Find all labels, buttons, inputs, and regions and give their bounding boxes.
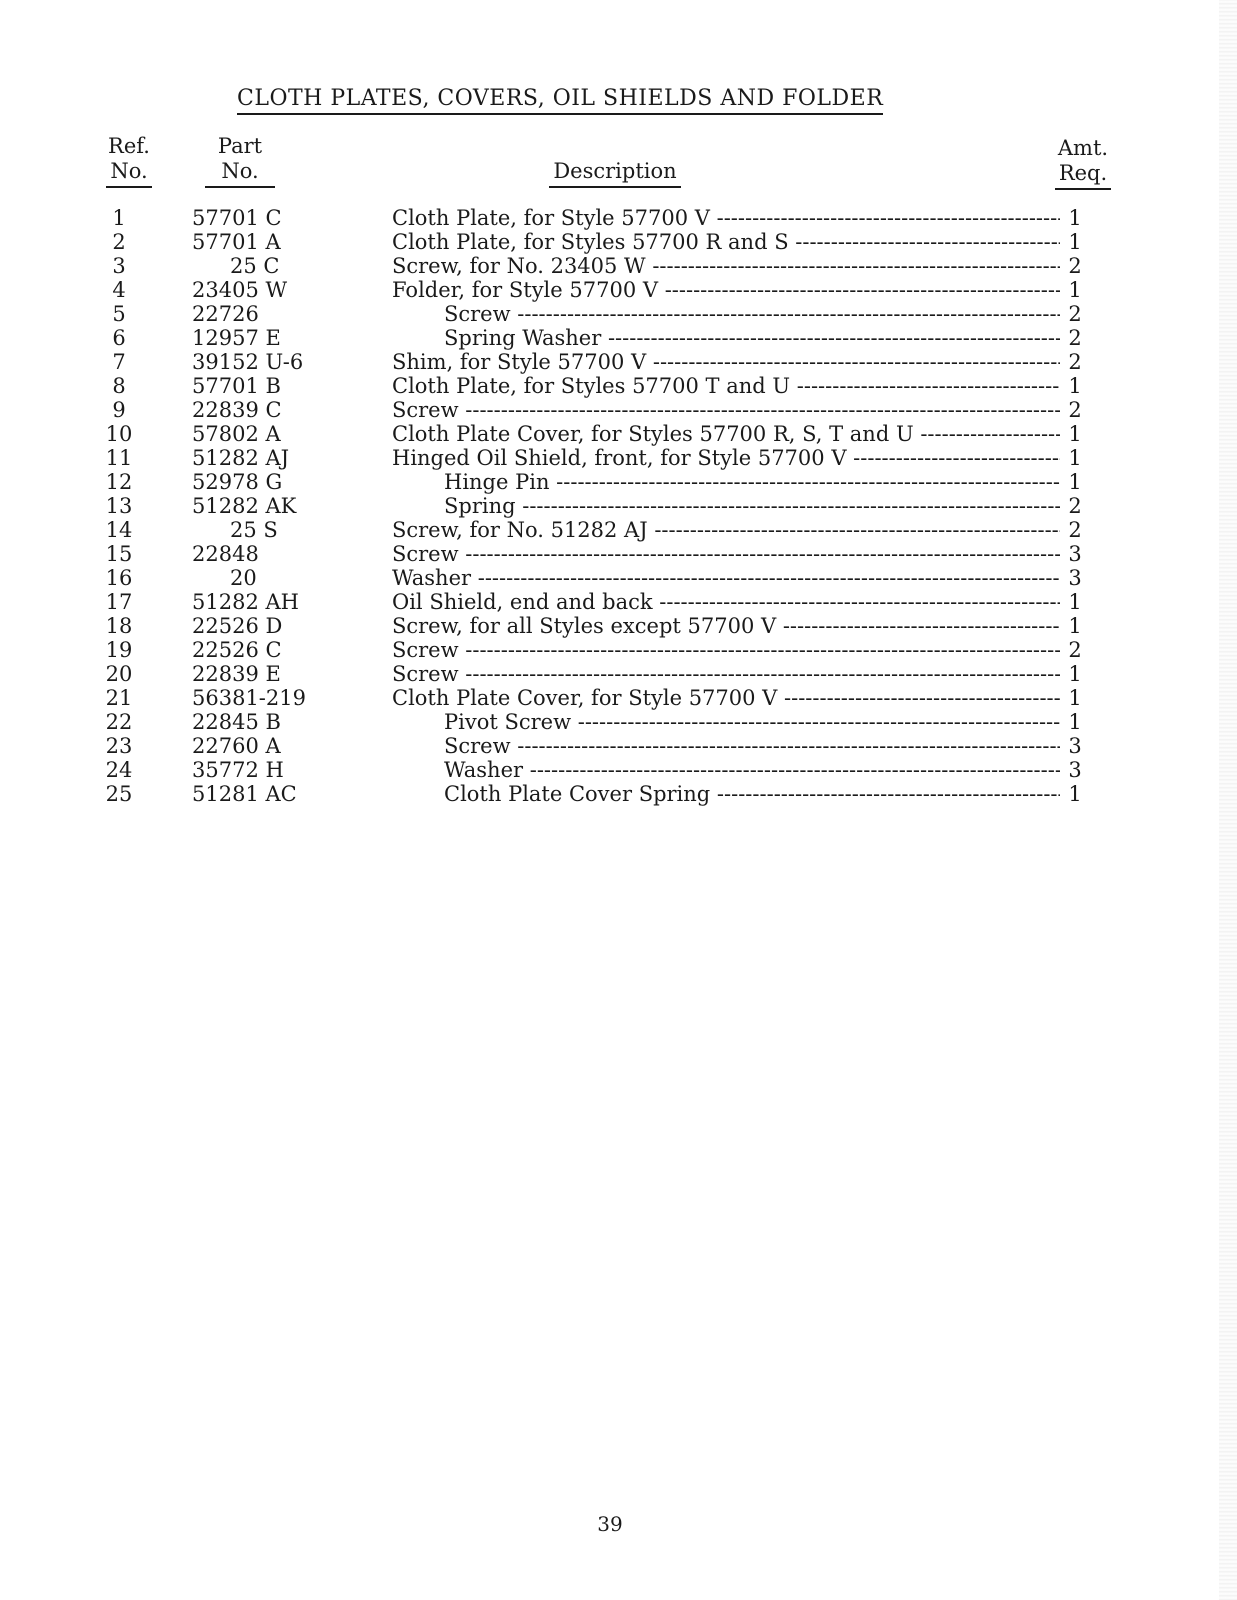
description	[444, 782, 1060, 806]
part-number: 35772 H	[192, 758, 284, 782]
ref-number: 3	[112, 254, 126, 278]
ref-number: 20	[105, 662, 133, 686]
part-number: 22848	[192, 542, 259, 566]
description-text: Cloth Plate, for Styles 57700 T and U -----	[392, 374, 1060, 398]
amount-required: 2	[1068, 398, 1082, 422]
table-row	[0, 446, 1237, 470]
header-ref-line2: No.	[106, 159, 151, 188]
description	[392, 230, 1060, 254]
description-text: Screw, for No. 51282 AJ -----	[392, 518, 1060, 542]
description-text: Spring -----	[444, 494, 1060, 518]
ref-number: 16	[105, 566, 133, 590]
ref-number: 6	[112, 326, 126, 350]
description	[444, 710, 1060, 734]
description-text: Hinge Pin -----	[444, 470, 1060, 494]
table-row	[0, 206, 1237, 230]
parts-table	[0, 206, 1237, 806]
description-text: Hinged Oil Shield, front, for Style 57700 V -----	[392, 446, 1060, 470]
description	[392, 686, 1060, 710]
description-text: Oil Shield, end and back -----	[392, 590, 1060, 614]
description-text: Pivot Screw -----	[444, 710, 1060, 734]
header-part-no	[185, 134, 295, 188]
description	[444, 302, 1060, 326]
header-ref-no	[100, 134, 158, 188]
part-number: 57701 B	[192, 374, 281, 398]
ref-number: 24	[105, 758, 133, 782]
table-row	[0, 230, 1237, 254]
table-row	[0, 254, 1237, 278]
part-number: 39152 U-6	[192, 350, 304, 374]
description	[392, 278, 1060, 302]
amount-required: 3	[1068, 542, 1082, 566]
ref-number: 8	[112, 374, 126, 398]
description-text: Folder, for Style 57700 V -----	[392, 278, 1060, 302]
part-number: 25 S	[230, 518, 278, 542]
description	[392, 662, 1060, 686]
part-number: 22526 D	[192, 614, 283, 638]
ref-number: 2	[112, 230, 126, 254]
amount-required: 1	[1068, 710, 1082, 734]
part-number: 22845 B	[192, 710, 281, 734]
amount-required: 1	[1068, 374, 1082, 398]
amount-required: 1	[1068, 230, 1082, 254]
description-text: Cloth Plate Cover Spring -----	[444, 782, 1060, 806]
description	[392, 638, 1060, 662]
ref-number: 9	[112, 398, 126, 422]
description-text: Screw -----	[392, 542, 1060, 566]
description-text: Screw -----	[392, 638, 1060, 662]
amount-required: 2	[1068, 518, 1082, 542]
page-title	[237, 86, 937, 111]
ref-number: 22	[105, 710, 133, 734]
amount-required: 2	[1068, 494, 1082, 518]
table-row	[0, 662, 1237, 686]
header-part-line1: Part	[217, 134, 263, 158]
ref-number: 12	[105, 470, 133, 494]
table-row	[0, 734, 1237, 758]
page-number: 39	[597, 1512, 623, 1536]
description-text: Washer -----	[392, 566, 1060, 590]
description-text: Cloth Plate Cover, for Style 57700 V -----	[392, 686, 1060, 710]
description-text: Screw -----	[444, 734, 1060, 758]
amount-required: 1	[1068, 614, 1082, 638]
table-row	[0, 710, 1237, 734]
table-row	[0, 542, 1237, 566]
table-row	[0, 422, 1237, 446]
part-number: 25 C	[230, 254, 280, 278]
amount-required: 1	[1068, 590, 1082, 614]
ref-number: 10	[105, 422, 133, 446]
description-text: Screw -----	[392, 662, 1060, 686]
ref-number: 15	[105, 542, 133, 566]
description-text: Shim, for Style 57700 V -----	[392, 350, 1060, 374]
amount-required: 2	[1068, 638, 1082, 662]
amount-required: 1	[1068, 278, 1082, 302]
table-row	[0, 638, 1237, 662]
ref-number: 7	[112, 350, 126, 374]
amount-required: 3	[1068, 758, 1082, 782]
ref-number: 17	[105, 590, 133, 614]
amount-required: 1	[1068, 470, 1082, 494]
table-row	[0, 398, 1237, 422]
table-row	[0, 302, 1237, 326]
part-number: 57701 A	[192, 230, 281, 254]
description-text: Washer -----	[444, 758, 1060, 782]
header-amt-req	[1048, 136, 1118, 190]
table-row	[0, 590, 1237, 614]
ref-number: 14	[105, 518, 133, 542]
part-number: 56381-219	[192, 686, 306, 710]
description	[392, 374, 1060, 398]
amount-required: 1	[1068, 782, 1082, 806]
amount-required: 3	[1068, 734, 1082, 758]
part-number: 51281 AC	[192, 782, 297, 806]
header-amt-line2: Req.	[1055, 161, 1111, 190]
table-row	[0, 758, 1237, 782]
amount-required: 3	[1068, 566, 1082, 590]
table-row	[0, 326, 1237, 350]
amount-required: 2	[1068, 350, 1082, 374]
amount-required: 2	[1068, 326, 1082, 350]
header-description	[540, 159, 690, 188]
part-number: 51282 AK	[192, 494, 297, 518]
description-text: Cloth Plate, for Styles 57700 R and S -----	[392, 230, 1060, 254]
description-text: Cloth Plate, for Style 57700 V -----	[392, 206, 1060, 230]
header-amt-line1: Amt.	[1057, 136, 1109, 160]
description	[392, 398, 1060, 422]
description	[392, 206, 1060, 230]
part-number: 22726	[192, 302, 259, 326]
ref-number: 4	[112, 278, 126, 302]
amount-required: 2	[1068, 254, 1082, 278]
table-row	[0, 782, 1237, 806]
description-text: Cloth Plate Cover, for Styles 57700 R, S, T and U -----	[392, 422, 1060, 446]
part-number: 22839 E	[192, 662, 281, 686]
part-number: 22760 A	[192, 734, 281, 758]
amount-required: 1	[1068, 446, 1082, 470]
part-number: 12957 E	[192, 326, 281, 350]
description	[392, 566, 1060, 590]
amount-required: 1	[1068, 422, 1082, 446]
part-number: 51282 AH	[192, 590, 299, 614]
header-part-line2: No.	[205, 159, 274, 188]
description-text: Screw, for No. 23405 W -----	[392, 254, 1060, 278]
ref-number: 19	[105, 638, 133, 662]
ref-number: 13	[105, 494, 133, 518]
table-row	[0, 518, 1237, 542]
description	[444, 326, 1060, 350]
table-row	[0, 350, 1237, 374]
description	[392, 422, 1060, 446]
scanned-page-edge	[1219, 0, 1237, 1600]
header-description-text: Description	[549, 159, 680, 188]
amount-required: 1	[1068, 686, 1082, 710]
description	[444, 734, 1060, 758]
description	[392, 542, 1060, 566]
ref-number: 1	[112, 206, 126, 230]
part-number: 22839 C	[192, 398, 282, 422]
description	[392, 254, 1060, 278]
description	[444, 758, 1060, 782]
part-number: 52978 G	[192, 470, 283, 494]
amount-required: 1	[1068, 662, 1082, 686]
ref-number: 11	[105, 446, 133, 470]
description	[392, 446, 1060, 470]
amount-required: 2	[1068, 302, 1082, 326]
description-text: Screw -----	[444, 302, 1060, 326]
description-text: Spring Washer -----	[444, 326, 1060, 350]
description	[392, 518, 1060, 542]
part-number: 22526 C	[192, 638, 282, 662]
ref-number: 23	[105, 734, 133, 758]
description-text: Screw -----	[392, 398, 1060, 422]
part-number: 23405 W	[192, 278, 288, 302]
table-row	[0, 614, 1237, 638]
table-row	[0, 494, 1237, 518]
description	[392, 590, 1060, 614]
ref-number: 18	[105, 614, 133, 638]
part-number: 20	[230, 566, 257, 590]
table-row	[0, 374, 1237, 398]
description	[444, 494, 1060, 518]
part-number: 51282 AJ	[192, 446, 290, 470]
description	[392, 614, 1060, 638]
part-number: 57701 C	[192, 206, 282, 230]
table-row	[0, 686, 1237, 710]
description-text: Screw, for all Styles except 57700 V -----	[392, 614, 1060, 638]
ref-number: 5	[112, 302, 126, 326]
table-row	[0, 470, 1237, 494]
ref-number: 21	[105, 686, 133, 710]
table-row	[0, 278, 1237, 302]
ref-number: 25	[105, 782, 133, 806]
header-ref-line1: Ref.	[108, 134, 150, 158]
part-number: 57802 A	[192, 422, 281, 446]
amount-required: 1	[1068, 206, 1082, 230]
description	[392, 350, 1060, 374]
table-row	[0, 566, 1237, 590]
description	[444, 470, 1060, 494]
page-title-text: CLOTH PLATES, COVERS, OIL SHIELDS AND FOLDER	[237, 86, 883, 115]
